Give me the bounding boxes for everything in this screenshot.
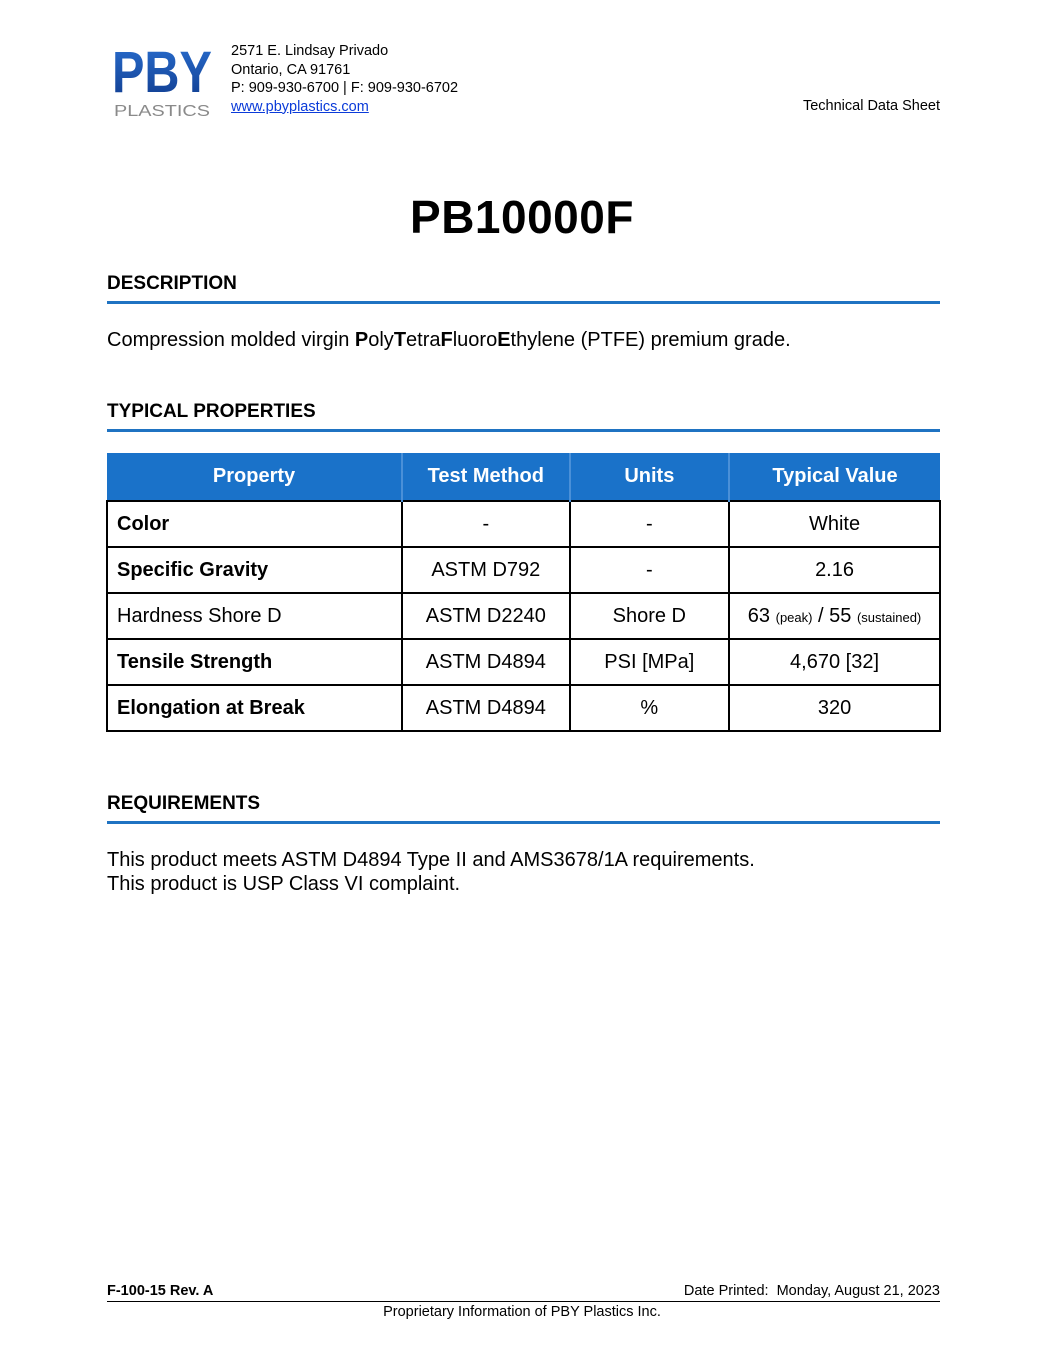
property-name: Hardness Shore D [107, 593, 402, 639]
requirements-heading: REQUIREMENTS [107, 793, 940, 824]
units: % [570, 685, 730, 731]
property-name: Color [107, 501, 402, 547]
company-logo [110, 42, 214, 120]
column-header: Units [570, 453, 730, 501]
requirement-line: This product meets ASTM D4894 Type II and AMS3678/1A requirements. [107, 849, 755, 871]
properties-heading: TYPICAL PROPERTIES [107, 401, 940, 432]
properties-table [106, 453, 941, 732]
logo-wordmark: PBY [112, 40, 212, 105]
units: - [570, 501, 730, 547]
typical-value: 63 (peak) / 55 (sustained) [729, 593, 940, 639]
units: - [570, 547, 730, 593]
test-method: ASTM D2240 [402, 593, 570, 639]
table-row [107, 501, 940, 547]
units: Shore D [570, 593, 730, 639]
typical-value: 4,670 [32] [729, 639, 940, 685]
address-city: Ontario, CA 91761 [231, 61, 351, 78]
column-header: Typical Value [729, 453, 940, 501]
column-header: Test Method [402, 453, 570, 501]
requirements-text [107, 848, 755, 896]
requirement-line: This product is USP Class VI complaint. [107, 873, 461, 895]
product-title: PB10000F [410, 191, 634, 243]
date-printed: Date Printed: Monday, August 21, 2023 [683, 1283, 940, 1299]
table-row [107, 639, 940, 685]
form-id: F-100-15 Rev. A [107, 1283, 214, 1299]
test-method: ASTM D4894 [402, 639, 570, 685]
typical-value: 320 [729, 685, 940, 731]
test-method: - [402, 501, 570, 547]
units: PSI [MPa] [570, 639, 730, 685]
table-row [107, 547, 940, 593]
website-link[interactable]: www.pbyplastics.com [231, 98, 369, 115]
table-header-row [107, 453, 940, 501]
document-type: Technical Data Sheet [802, 98, 940, 114]
typical-value: 2.16 [729, 547, 940, 593]
property-name: Tensile Strength [107, 639, 402, 685]
address-street: 2571 E. Lindsay Privado [231, 43, 389, 59]
test-method: ASTM D4894 [402, 685, 570, 731]
description-heading: DESCRIPTION [107, 273, 940, 304]
description-text: Compression molded virgin PolyTetraFluoroEthylene (PTFE) premium grade. [107, 329, 791, 351]
column-header: Property [107, 453, 402, 501]
logo-subtext: PLASTICS [114, 103, 210, 120]
test-method: ASTM D792 [402, 547, 570, 593]
table-row [107, 593, 940, 639]
phone-fax: P: 909-930-6700 | F: 909-930-6702 [231, 80, 459, 96]
table-row [107, 685, 940, 731]
typical-value: White [729, 501, 940, 547]
footer-divider [107, 1301, 940, 1302]
property-name: Specific Gravity [107, 547, 402, 593]
property-name: Elongation at Break [107, 685, 402, 731]
proprietary-notice: Proprietary Information of PBY Plastics Inc. [383, 1304, 661, 1320]
company-address [231, 42, 458, 116]
